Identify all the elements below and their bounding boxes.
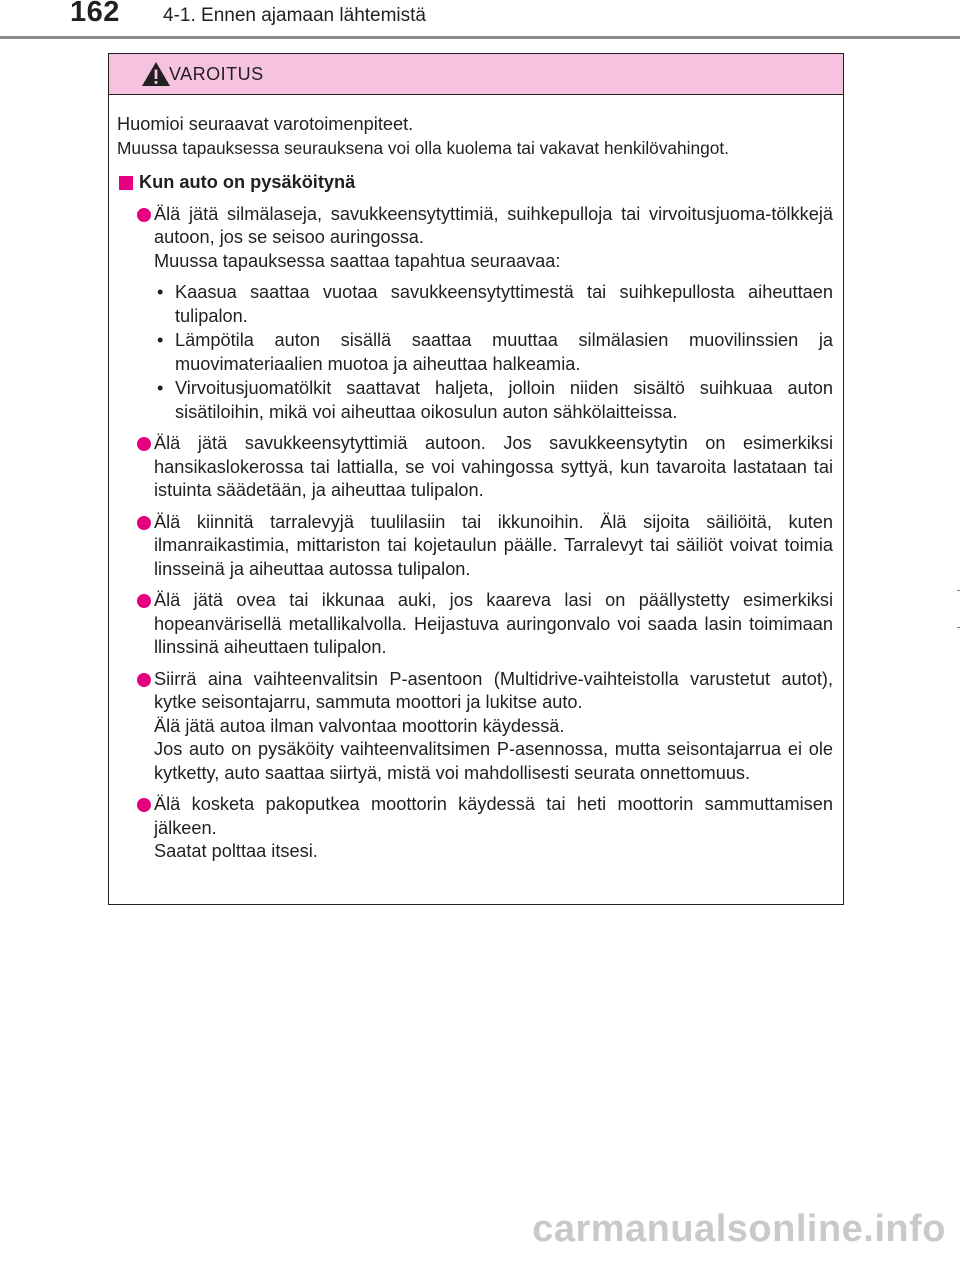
sub-item-text: Kaasua saattaa vuotaa savukkeensytyttimestä tai suihkepullosta aiheuttaen tulipalon. [175, 282, 833, 326]
warning-title: VAROITUS [169, 64, 264, 84]
subheading [117, 171, 833, 195]
item-paragraph: Saatat polttaa itsesi. [154, 841, 318, 861]
sub-list-item [154, 281, 833, 328]
square-bullet-icon [119, 176, 133, 190]
item-paragraph: Älä kosketa pakoputkea moottorin käydessä tai heti moottorin sammuttamisen jälkeen. [154, 794, 833, 838]
sub-list-item [154, 329, 833, 376]
warning-item [117, 793, 833, 864]
circle-bullet-icon [137, 516, 151, 530]
dot-bullet-icon: • [157, 378, 164, 398]
circle-bullet-icon [137, 594, 151, 608]
section-title: 4-1. Ennen ajamaan lähtemistä [163, 5, 426, 26]
sub-item-text: Lämpötila auton sisällä saattaa muuttaa silmälasien muovilinssien ja muovimateriaalien muotoa ja aiheuttaa halkeamia. [175, 330, 833, 374]
intro-line: Huomioi seuraavat varotoimenpiteet. [117, 114, 414, 134]
warning-header [109, 54, 843, 95]
dot-bullet-icon: • [157, 282, 164, 302]
warning-triangle-icon [141, 61, 171, 87]
page-number: 162 [70, 0, 120, 28]
subheading-text: Kun auto on pysäköitynä [139, 172, 356, 192]
item-paragraph: Jos auto on pysäköity vaihteenvalitsimen P-asennossa, mutta seisontajarrua ei ole kytketty, auto saattaa siirtyä, mistä voi mahdollisesti seurata onnettomuus. [154, 739, 833, 783]
page-header [0, 0, 960, 40]
sub-list-item [154, 377, 833, 424]
watermark: carmanualsonline.info [532, 1208, 946, 1250]
warning-item [117, 432, 833, 503]
warning-item [117, 589, 833, 660]
item-paragraph: Älä jätä ovea tai ikkunaa auki, jos kaareva lasi on päällystetty esimerkiksi hopeanvärisellä metallikalvolla. Heijastuva auringonvalo voi saada lasin toimimaan llinssinä aiheuttaen tulipalon. [154, 590, 833, 657]
sub-item-text: Virvoitusjuomatölkit saattavat haljeta, jolloin niiden sisältö suihkuaa auton sisätiloihin, mikä voi aiheuttaa oikosulun auton sähkölaitteissa. [175, 378, 833, 422]
item-paragraph: Älä jätä silmälaseja, savukkeensytyttimiä, suihkepulloja tai virvoitusjuoma-tölkkejä autoon, jos se seisoo auringossa. [154, 203, 833, 247]
warning-box [108, 53, 844, 905]
item-paragraph: Siirrä aina vaihteenvalitsin P-asentoon (Multidrive-vaihteistolla varustetut autot), kytke seisontajarru, sammuta moottori ja lukitse auto. [154, 668, 833, 712]
item-paragraph: Älä kiinnitä tarralevyjä tuulilasiin tai ikkunoihin. Älä sijoita säiliöitä, kuten ilmanraikastimia, mittariston tai kojetaulun päälle. Tarralevyt tai säiliöt voivat toimia linsseinä ja aiheuttaa autossa tulipalon. [154, 511, 833, 579]
intro-line: Muussa tapauksessa seurauksena voi olla kuolema tai vakavat henkilövahingot. [117, 137, 729, 158]
warning-item [117, 203, 833, 425]
warning-item [117, 511, 833, 582]
circle-bullet-icon [137, 437, 151, 451]
circle-bullet-icon [137, 798, 151, 812]
header-divider [0, 36, 960, 39]
circle-bullet-icon [137, 208, 151, 222]
item-paragraph: Älä jätä savukkeensytyttimiä autoon. Jos savukkeensytytin on esimerkiksi hansikaslokerossa tai lattialla, se voi vahingossa syttyä, kun tavaroita lastataan tai istuinta säädetään, ja aiheuttaa tulipalon. [154, 433, 833, 500]
item-paragraph: Älä jätä autoa ilman valvontaa moottorin käydessä. [154, 715, 565, 736]
circle-bullet-icon [137, 673, 151, 687]
warning-intro [117, 113, 833, 160]
dot-bullet-icon: • [157, 330, 164, 350]
warning-body [109, 95, 843, 864]
warning-item [117, 668, 833, 786]
sub-list [154, 281, 833, 424]
item-paragraph: Muussa tapauksessa saattaa tapahtua seuraavaa: [154, 250, 561, 271]
